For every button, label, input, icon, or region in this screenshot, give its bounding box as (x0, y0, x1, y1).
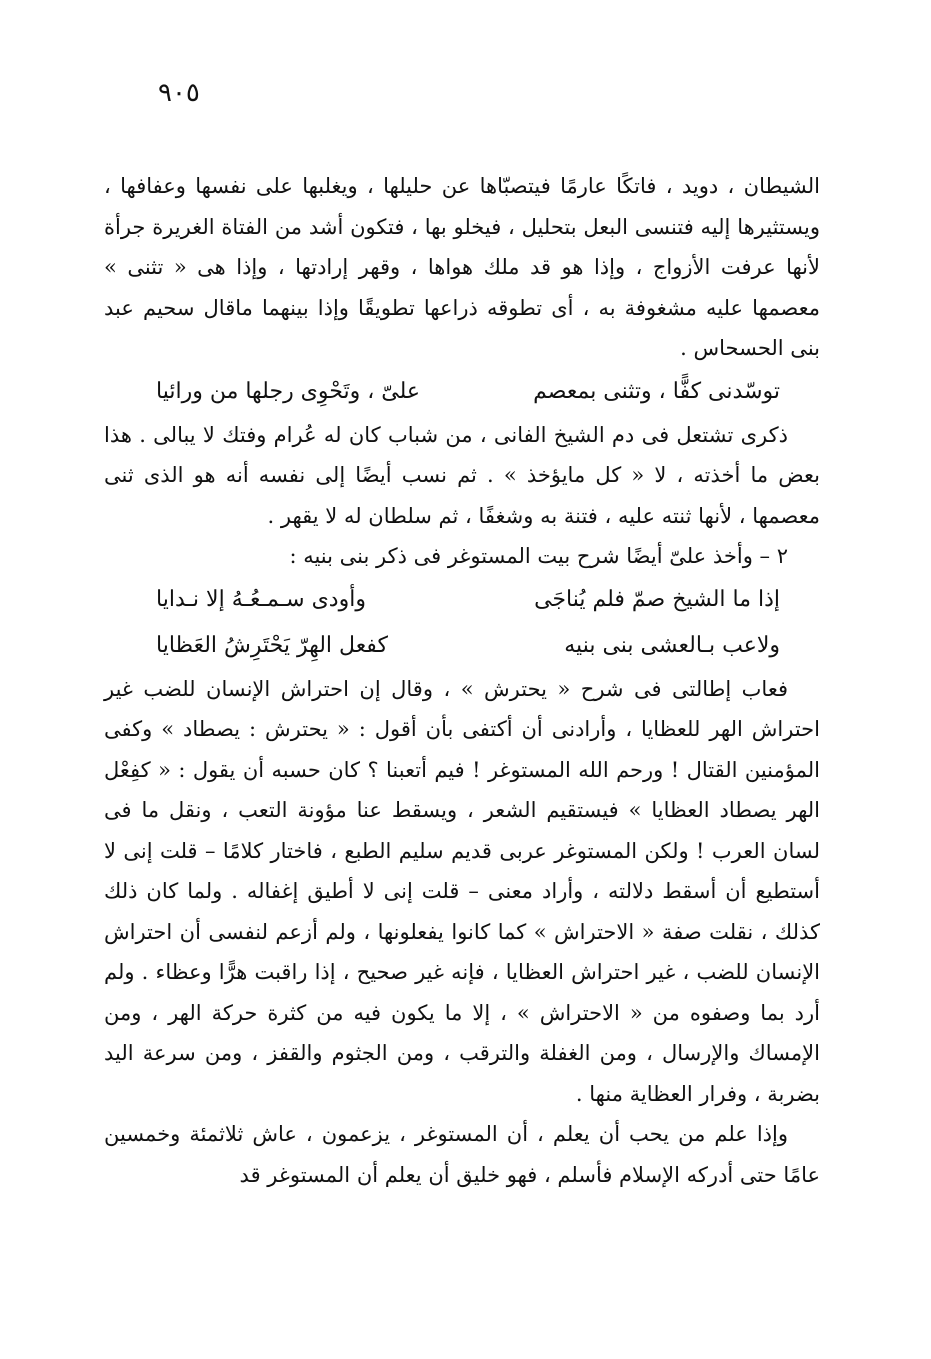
verse-line (104, 369, 820, 415)
verse-first-hemistich: ولاعب بـالعشى بنى بنيه (564, 632, 780, 658)
verse-line (104, 577, 820, 623)
paragraph: ٢ – وأخذ علىّ أيضًا شرح بيت المستوغر فى ذكر بنى بنيه : (289, 544, 788, 568)
verse-second-hemistich: وأودى سـمـعُـهُ إلا نـدايا (156, 586, 366, 612)
verse-first-hemistich: إذا ما الشيخ صمّ فلم يُناجَى (534, 586, 780, 612)
verse-line (104, 623, 820, 669)
paragraph: فعاب إطالتى فى شرح « يحترش » ، وقال إن احتراش الإنسان للضب غير احتراش الهر للعظايا ، وأرادنى أن أكتفى بأن أقول : « يحترش : يصطاد » وكفى المؤمنين القتال ! ورحم الله المستوغر ! فيم أتعبنا ؟ كان حسبه أن يقول : « كفِعْل الهر يصطاد العظايا » فيستقيم الشعر ، ويسقط عنا مؤونة التعب ، ونقل ما فى لسان العرب ! ولكن المستوغر عربى قديم سليم الطبع ، فاختار كلامًا – قلت إنى لا أستطيع أن أسقط دلالته ، وأراد معنى – قلت إنى لا أطيق إغفاله . ولما كان ذلك كذلك ، نقلت صفة « الاحتراش » كما كانوا يفعلونها ، ولم أزعم لنفسى أن احتراش الإنسان للضب ، غير احتراش العظايا ، فإنه غير صحيح ، إذا راقبت هرًّا وعظاء . ولم أرد بما وصفوه من « الاحتراش » ، إلا ما يكون فيه من كثرة حركة الهر ، ومن الإمساك والإرسال ، ومن الغفلة والترقب ، ومن الجثوم والقفز ، ومن سرعة اليد بضربة ، وفرار العظاية منها . (104, 676, 820, 1106)
page-body (104, 166, 820, 1195)
verse-second-hemistich: كفعل الهِرّ يَحْتَرِشُ العَظايا (156, 632, 388, 658)
paragraph: وإذا علم من يحب أن يعلم ، أن المستوغر ، يزعمون ، عاش ثلاثمئة وخمسين عامًا حتى أدركه الإسلام فأسلم ، فهو خليق أن يعلم أن المستوغر قد (104, 1122, 820, 1187)
verse-second-hemistich: علىّ ، وتَحْوِى رجلها من ورائيا (156, 378, 421, 404)
paragraph: الشيطان ، دويد ، فاتكًا عارمًا فيتصبّاها عن حليلها ، ويغلبها على نفسها وعفافها ، ويستثيرها إليه فتنسى البعل بتحليل ، فيخلو بها ، فتكون أشد من الفتاة الغريرة جرأة لأنها عرفت الأزواج ، وإذا هو قد ملك هواها ، وقهر إرادتها ، وإذا هى « تثنى » معصمها عليه مشغوفة به ، أى تطوقه ذراعها تطويقًا وإذا بينهما ماقال سحيم عبد بنى الحسحاس . (104, 174, 820, 360)
page-number: ٩٠٥ (158, 78, 200, 108)
paragraph: ذكرى تشتعل فى دم الشيخ الفانى ، من شباب كان له عُرام وفتك لا يبالى . هذا بعض ما أخذته ، لا « كل مايؤخذ » . ثم نسب أيضًا إلى نفسه أنه هو الذى ثنى معصمها ، لأنها ثنته عليه ، فتنة به وشغفًا ، ثم سلطان له لا يقهر . (104, 422, 820, 528)
verse-first-hemistich: توسّدنى كفًّا ، وتثنى بمعصم (533, 378, 780, 404)
